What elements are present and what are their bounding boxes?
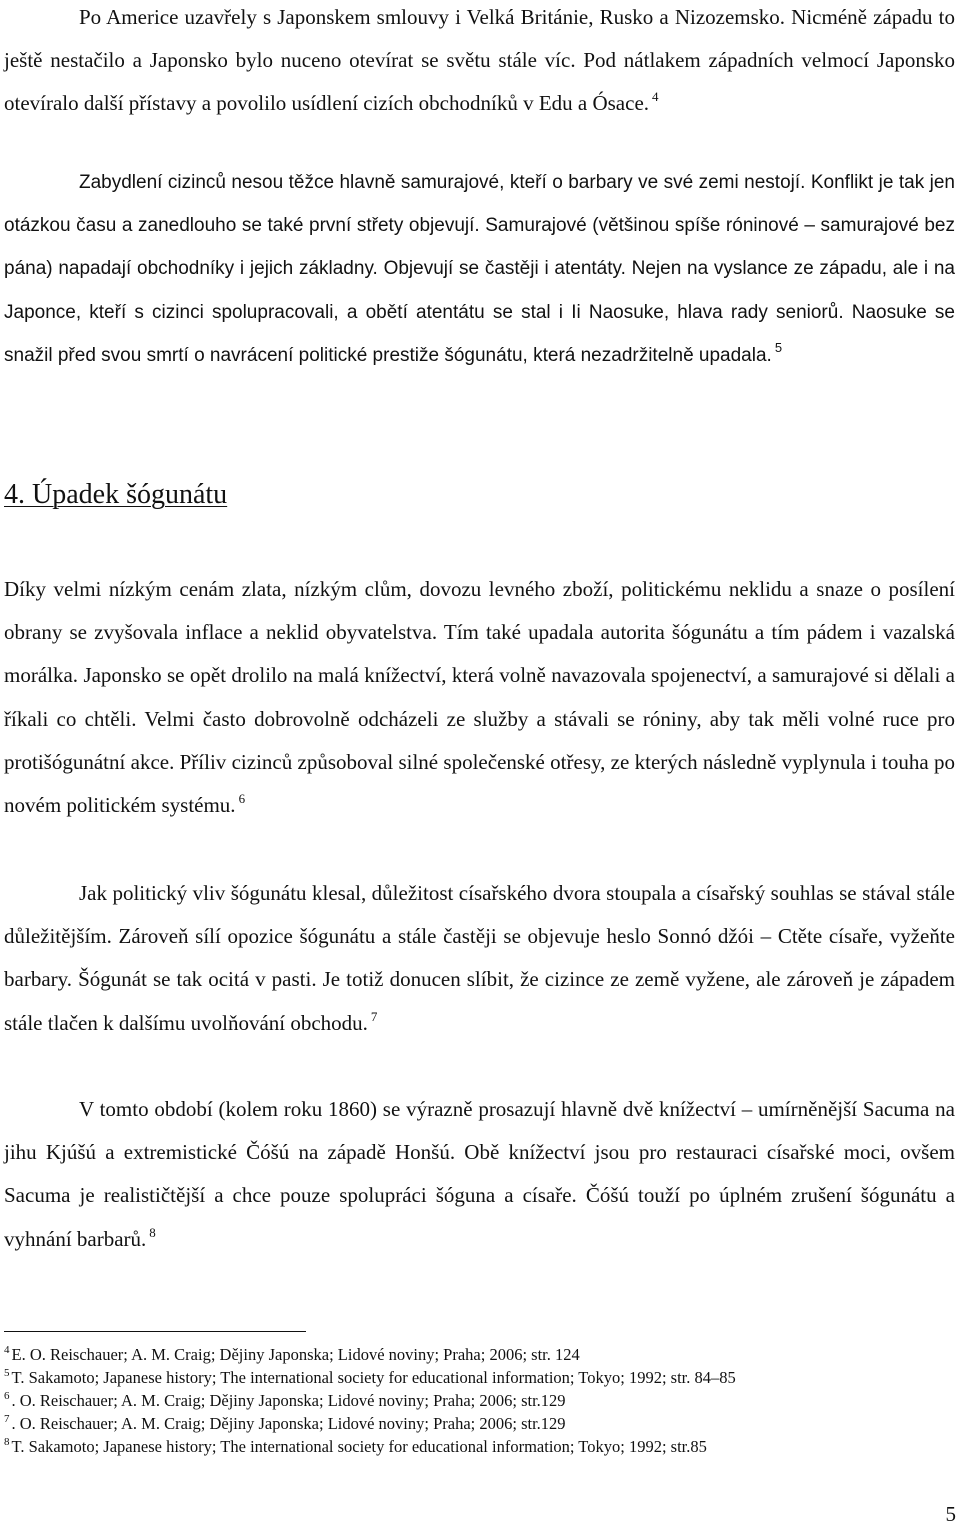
- footnote-text: . O. Reischauer; A. M. Craig; Dějiny Japonska; Lidové noviny; Praha; 2006; str.129: [11, 1414, 566, 1433]
- footnote-number: 8: [4, 1436, 10, 1448]
- footnotes-list: [4, 1343, 955, 1458]
- paragraph-text: V tomto období (kolem roku 1860) se výrazně prosazují hlavně dvě knížectví – umírněnější Sacuma na jihu Kjúšú a extremistické Čóšú na západě Honšú. Obě knížectví jsou pro restauraci císařské moci, ovšem Sacuma je realističtější a chce pouze spolupráci šóguna a císaře. Čóšú touží po úplném zrušení šógunátu a vyhnání barbarů.: [4, 1097, 955, 1251]
- paragraph-1: [4, 0, 955, 126]
- footnote-text: E. O. Reischauer; A. M. Craig; Dějiny Japonska; Lidové noviny; Praha; 2006; str. 124: [11, 1345, 580, 1364]
- footnote-ref: 4: [652, 89, 659, 105]
- paragraph-text: Po Americe uzavřely s Japonskem smlouvy i Velká Británie, Rusko a Nizozemsko. Nicméně západu to ještě nestačilo a Japonsko bylo nuceno otevírat se světu stále víc. Pod nátlakem západních velmocí Japonsko otevíralo další přístavy a povolilo usídlení cizích obchodníků v Edu a Ósace.: [4, 5, 955, 116]
- paragraph-5: [4, 1088, 955, 1261]
- footnote-number: 5: [4, 1367, 10, 1379]
- section-heading: 4. Úpadek šógunátu: [4, 479, 228, 510]
- footnote-text: T. Sakamoto; Japanese history; The international society for educational information; Tokyo; 1992; str.85: [11, 1437, 707, 1456]
- paragraph-4: [4, 872, 955, 1045]
- footnote-text: T. Sakamoto; Japanese history; The international society for educational information; Tokyo; 1992; str. 84–85: [11, 1368, 736, 1387]
- footnote-item: [4, 1412, 955, 1435]
- footnote-text: . O. Reischauer; A. M. Craig; Dějiny Japonska; Lidové noviny; Praha; 2006; str.129: [11, 1391, 566, 1410]
- footnote-item: [4, 1366, 955, 1389]
- paragraph-text: Díky velmi nízkým cenám zlata, nízkým clům, dovozu levného zboží, politickému neklidu a snaze o posílení obrany se zvyšovala inflace a neklid obyvatelstva. Tím také upadala autorita šógunátu a tím pádem i vazalská morálka. Japonsko se opět drolilo na malá knížectví, která volně navazovala spojenectví, a samurajové si dělali a říkali co chtěli. Velmi často dobrovolně odcházeli ze služby a stávali se róniny, aby tak měli volné ruce pro protišógunátní akce. Příliv cizinců způsoboval silné společenské otřesy, ze kterých následně vyplynula i touha po novém politickém systému.: [4, 577, 955, 818]
- footnote-ref: 8: [149, 1224, 156, 1240]
- footnote-ref: 6: [238, 791, 246, 807]
- footnote-item: [4, 1435, 955, 1458]
- footnote-ref: 5: [774, 339, 783, 355]
- paragraph-2: [4, 161, 955, 377]
- footnote-item: [4, 1389, 955, 1412]
- page-number: 5: [945, 1502, 956, 1526]
- footnote-item: [4, 1343, 955, 1366]
- paragraph-3: [4, 568, 955, 827]
- footnote-number: 6: [4, 1390, 10, 1402]
- footnote-number: 7: [4, 1413, 10, 1425]
- footnote-ref: 7: [370, 1008, 378, 1024]
- footnote-number: 4: [4, 1344, 10, 1356]
- footnote-separator: [4, 1331, 306, 1332]
- paragraph-text: Zabydlení cizinců nesou těžce hlavně samurajové, kteří o barbary ve své zemi nestojí. Konflikt je tak jen otázkou času a zanedlouho se také první střety objevují. Samurajové (většinou spíše róninové – samurajové bez pána) napadají obchodníky i jejich základny. Objevují se častěji i atentáty. Nejen na vyslance ze západu, ale i na Japonce, kteří s cizinci spolupracovali, a obětí atentátu se stal i Ii Naosuke, hlava rady seniorů. Naosuke se snažil před svou smrtí o navrácení politické prestiže šógunátu, která nezadržitelně upadala.: [4, 172, 955, 366]
- paragraph-text: Jak politický vliv šógunátu klesal, důležitost císařského dvora stoupala a císařský souhlas se stával stále důležitějším. Zároveň sílí opozice šógunátu a stále častěji se objevuje heslo Sonnó džói – Ctěte císaře, vyžeňte barbary. Šógunát se tak ocitá v pasti. Je totiž donucen slíbit, že cizince ze země vyžene, ale zároveň je západem stále tlačen k dalšímu uvolňování obchodu.: [4, 881, 955, 1035]
